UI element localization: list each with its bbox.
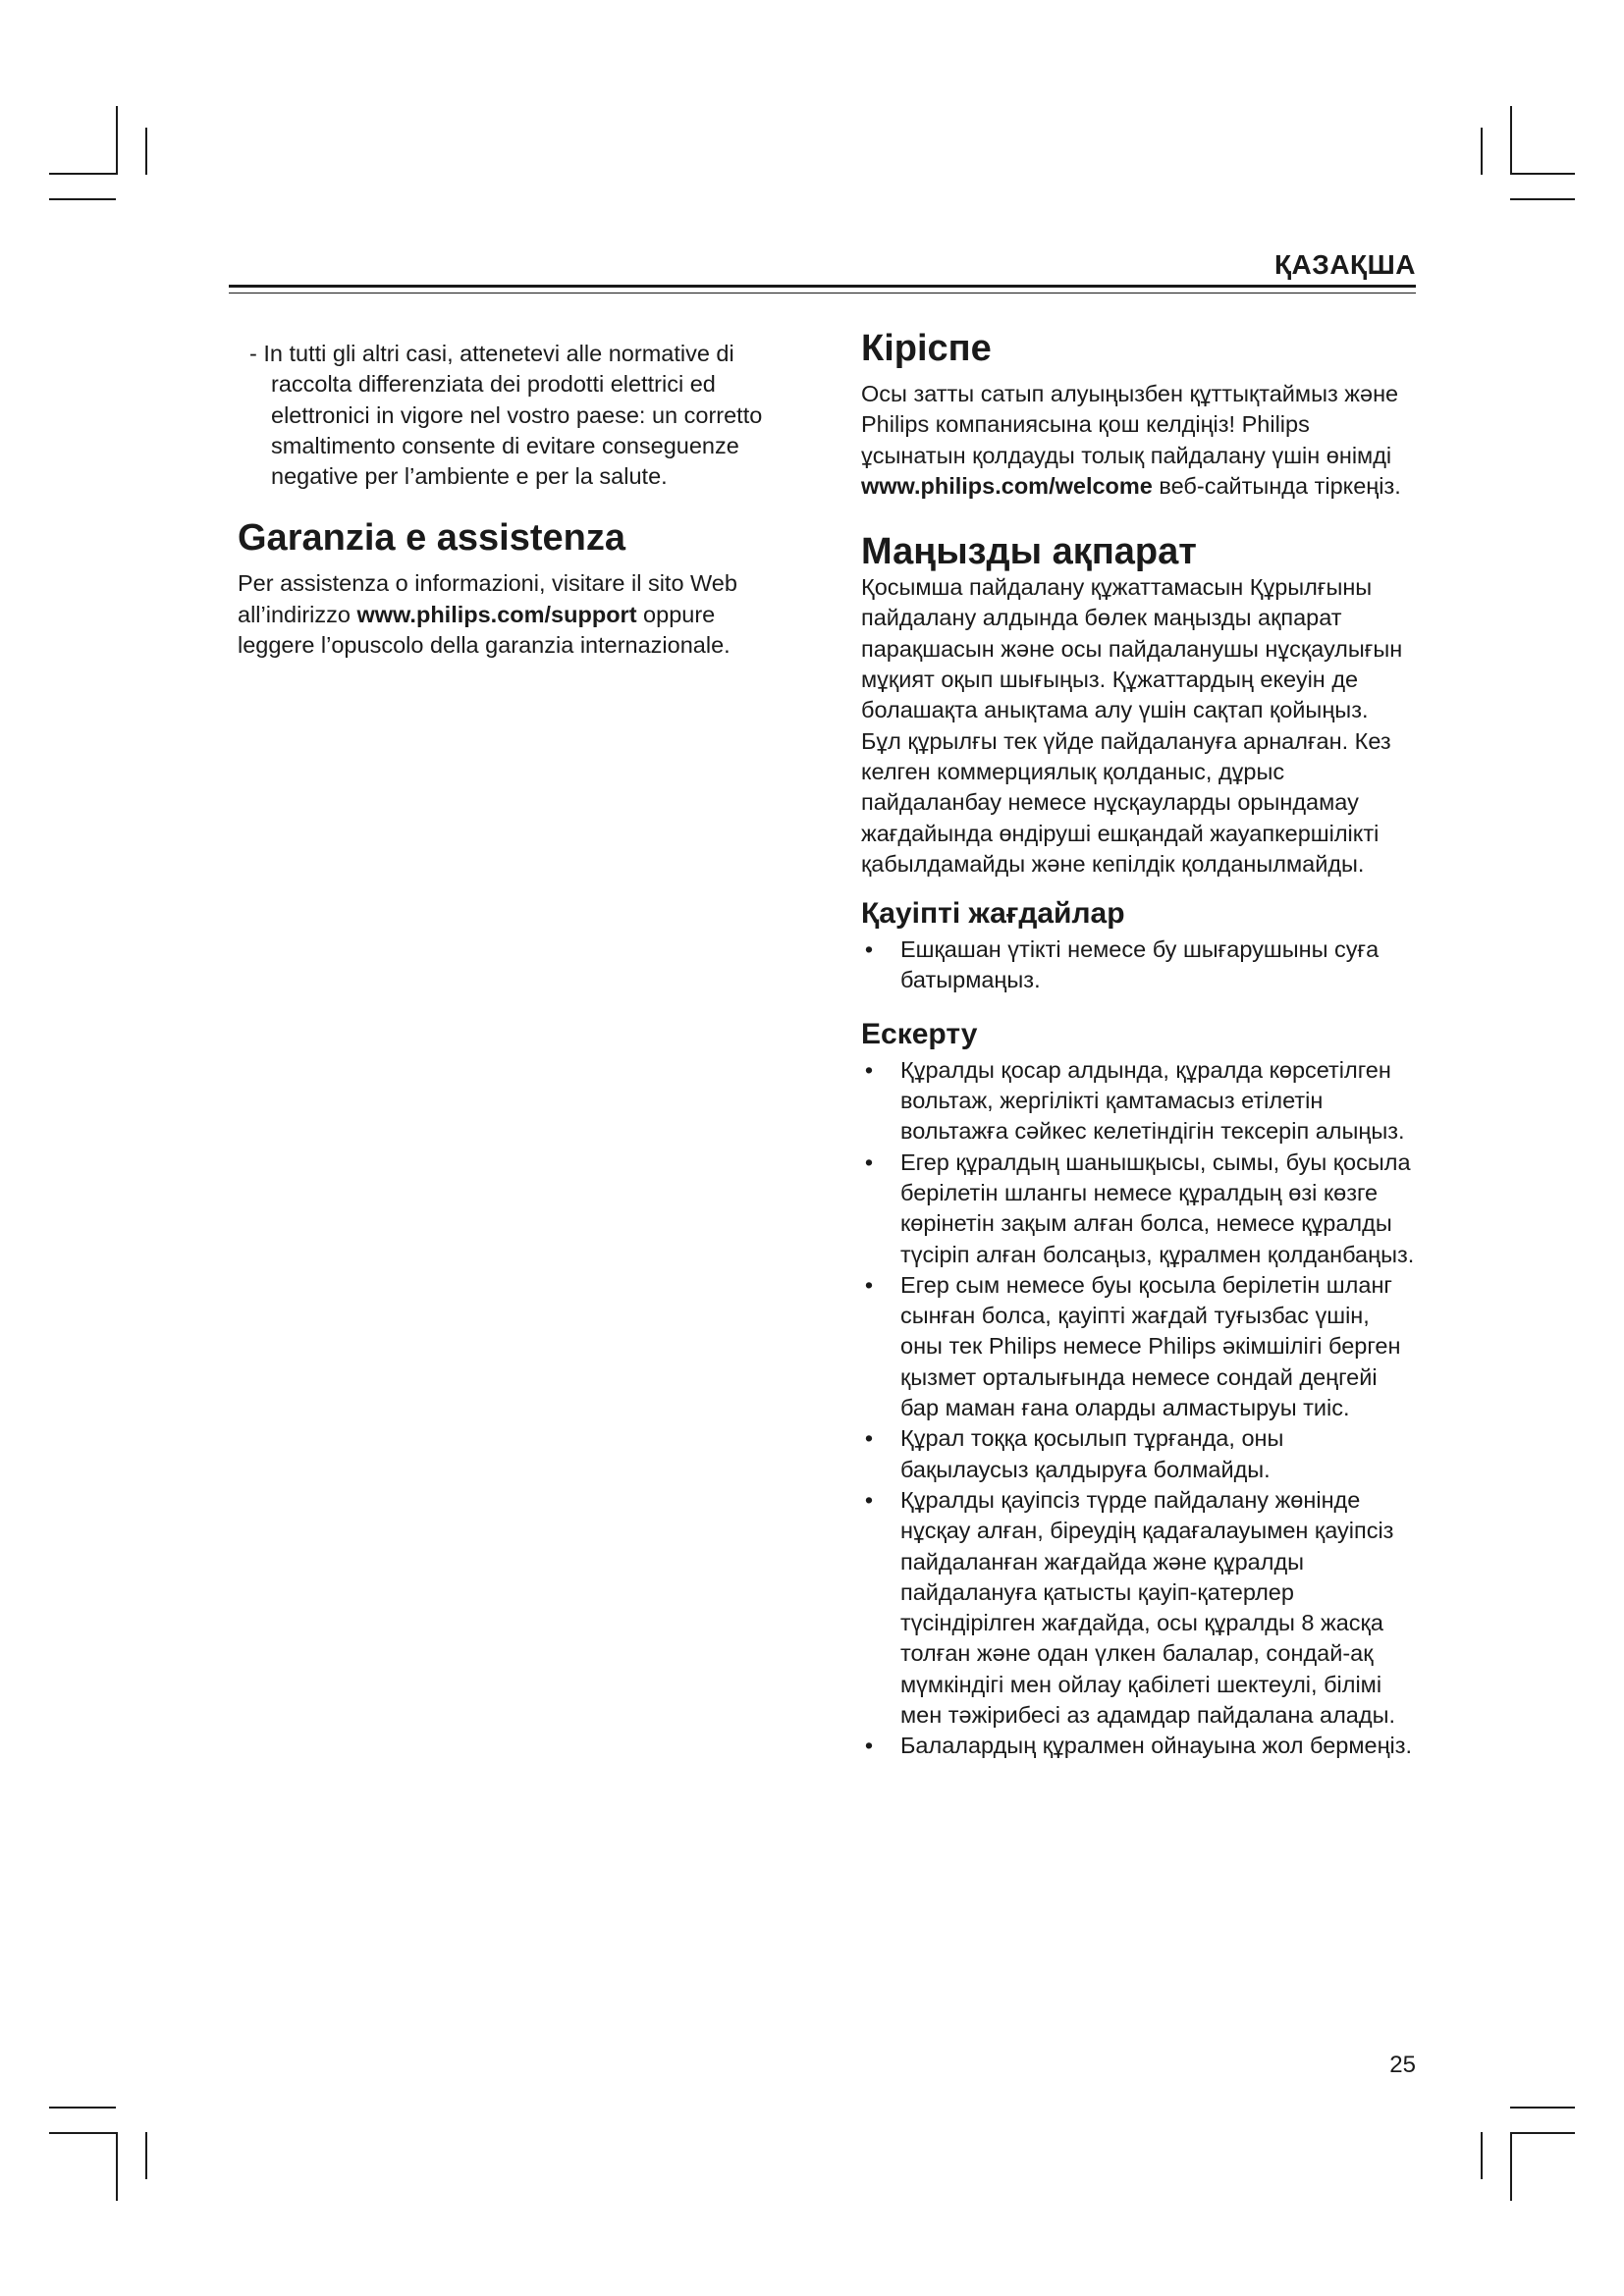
danger-list [861,934,1416,996]
warranty-text-2: oppure leggere l’opuscolo della garanzia internazionale. [238,601,731,659]
crop-mark [49,198,116,200]
danger-title: Қауіпті жағдайлар [861,897,1125,931]
crop-mark [1481,2132,1483,2179]
important-paragraph-2: Бұл құрылғы тек үйде пайдалануға арналған. Кез келген коммерциялық қолданыс, дұрыс пайдаланбау немесе нұсқауларды орындамау жағдайында өндіруші ешқандай жауапкершілікті қабылдамайды және кепілдік қолданылмайды. [861,727,1391,877]
intro-text-1: Осы затты сатып алуыңызбен құттықтаймыз және Philips компаниясына қош келдіңіз! Philips ұсынатын қолдауды толық пайдалану үшін өнімді [861,381,1399,468]
intro-text-2: веб-сайтында тіркеңіз. [1152,472,1401,499]
bullet-icon: • [864,1486,874,1513]
right-column [861,328,1416,1762]
header-rule-thin [229,293,1416,294]
warning-list [861,1055,1416,1762]
crop-mark [116,106,118,175]
support-link[interactable]: www.philips.com/support [356,601,637,627]
crop-mark [49,2107,116,2109]
bullet-icon: • [864,1056,874,1083]
crop-mark [1481,128,1483,175]
bullet-icon: • [864,1425,874,1452]
crop-mark [1510,106,1512,175]
warranty-paragraph [238,568,797,661]
list-item: • Балалардың құралмен ойнауына жол бермеңіз. [861,1731,1416,1761]
left-column [238,339,797,661]
list-item: • Ешқашан үтікті немесе бу шығарушыны суға батырмаңыз. [861,934,1416,996]
bullet-icon: • [864,936,874,963]
disposal-text: In tutti gli altri casi, attenetevi alle normative di raccolta differenziata dei prodotti elettrici ed elettronici in vigore nel vostro paese: un corretto smaltimento consente di evitare conseguenze negative per l’ambiente e per la salute. [263,341,763,490]
welcome-link[interactable]: www.philips.com/welcome [861,472,1153,499]
list-item: • Егер сым немесе буы қосыла берілетін шланг сынған болса, қауіпті жағдай туғызбас үшін, оны тек Philips немесе Philips әкімшілігі берген қызмет орталығында немесе сондай деңгейі бар маман ғана оларды алмастыруы тиіс. [861,1270,1416,1423]
crop-mark [116,2132,118,2201]
crop-mark [1510,173,1575,175]
list-item: • Егер құралдың шанышқысы, сымы, буы қосыла берілетін шлангы немесе құралдың өзі көзге көрінетін зақым алған болса, немесе құралды түсіріп алған болсаңыз, құралмен қолданбаңыз. [861,1148,1416,1270]
header-rule-thick [229,285,1416,288]
warranty-title: Garanzia e assistenza [238,517,625,560]
language-header: ҚАЗАҚША [1273,249,1416,280]
crop-mark [49,2132,116,2134]
list-item: • Құралды қосар алдында, құралда көрсетілген вольтаж, жергілікті қамтамасыз етілетін вольтажға сәйкес келетіндігін тексеріп алыңыз. [861,1055,1416,1148]
crop-mark [145,2132,147,2179]
crop-mark [1510,2107,1575,2109]
warning-title: Ескерту [861,1017,978,1050]
warranty-text-1: Per assistenza o informazioni, visitare il sito Web all’indirizzo [238,570,737,627]
crop-mark [1510,198,1575,200]
intro-paragraph [861,379,1416,502]
bullet-icon: • [864,1148,874,1175]
crop-mark [1510,2132,1512,2201]
bullet-icon: • [864,1733,874,1759]
list-item: • Құралды қауіпсіз түрде пайдалану жөнінде нұсқау алған, біреудің қадағалауымен қауіпсіз пайдаланған жағдайда және құралды пайдалануға қатысты қауіп-қатерлер түсіндірілген жағдайда, осы құралды 8 жасқа толған және одан үлкен балалар, сондай-ақ мүмкіндігі мен ойлау қабілеті шектеулі, білімі мен тәжірибесі аз адамдар пайдалана алады. [861,1485,1416,1731]
intro-title: Кіріспе [861,328,992,369]
crop-mark [1510,2132,1575,2134]
important-title: Маңызды ақпарат [861,531,1197,573]
bullet-icon: • [864,1271,874,1298]
important-paragraph-1: Қосымша пайдалану құжаттамасын Құрылғыны пайдалану алдында бөлек маңызды ақпарат парақшасын және осы пайдаланушы нұсқаулығын мұқият оқып шығыңыз. Құжаттардың екеуін де болашақта анықтама алу үшін сақтап қойыңыз. [861,574,1403,723]
page-number: 25 [1389,2052,1416,2078]
disposal-dash-item: - In tutti gli altri casi, attenetevi alle normative di raccolta differenziata dei prodotti elettrici ed elettronici in vigore nel vostro paese: un corretto smaltimento consente di evitare conseguenze negative per l’ambiente e per la salute. [249,341,763,490]
list-item: • Құрал тоққа қосылып тұрғанда, оны бақылаусыз қалдыруға болмайды. [861,1423,1416,1485]
crop-mark [145,128,147,175]
crop-mark [49,173,116,175]
